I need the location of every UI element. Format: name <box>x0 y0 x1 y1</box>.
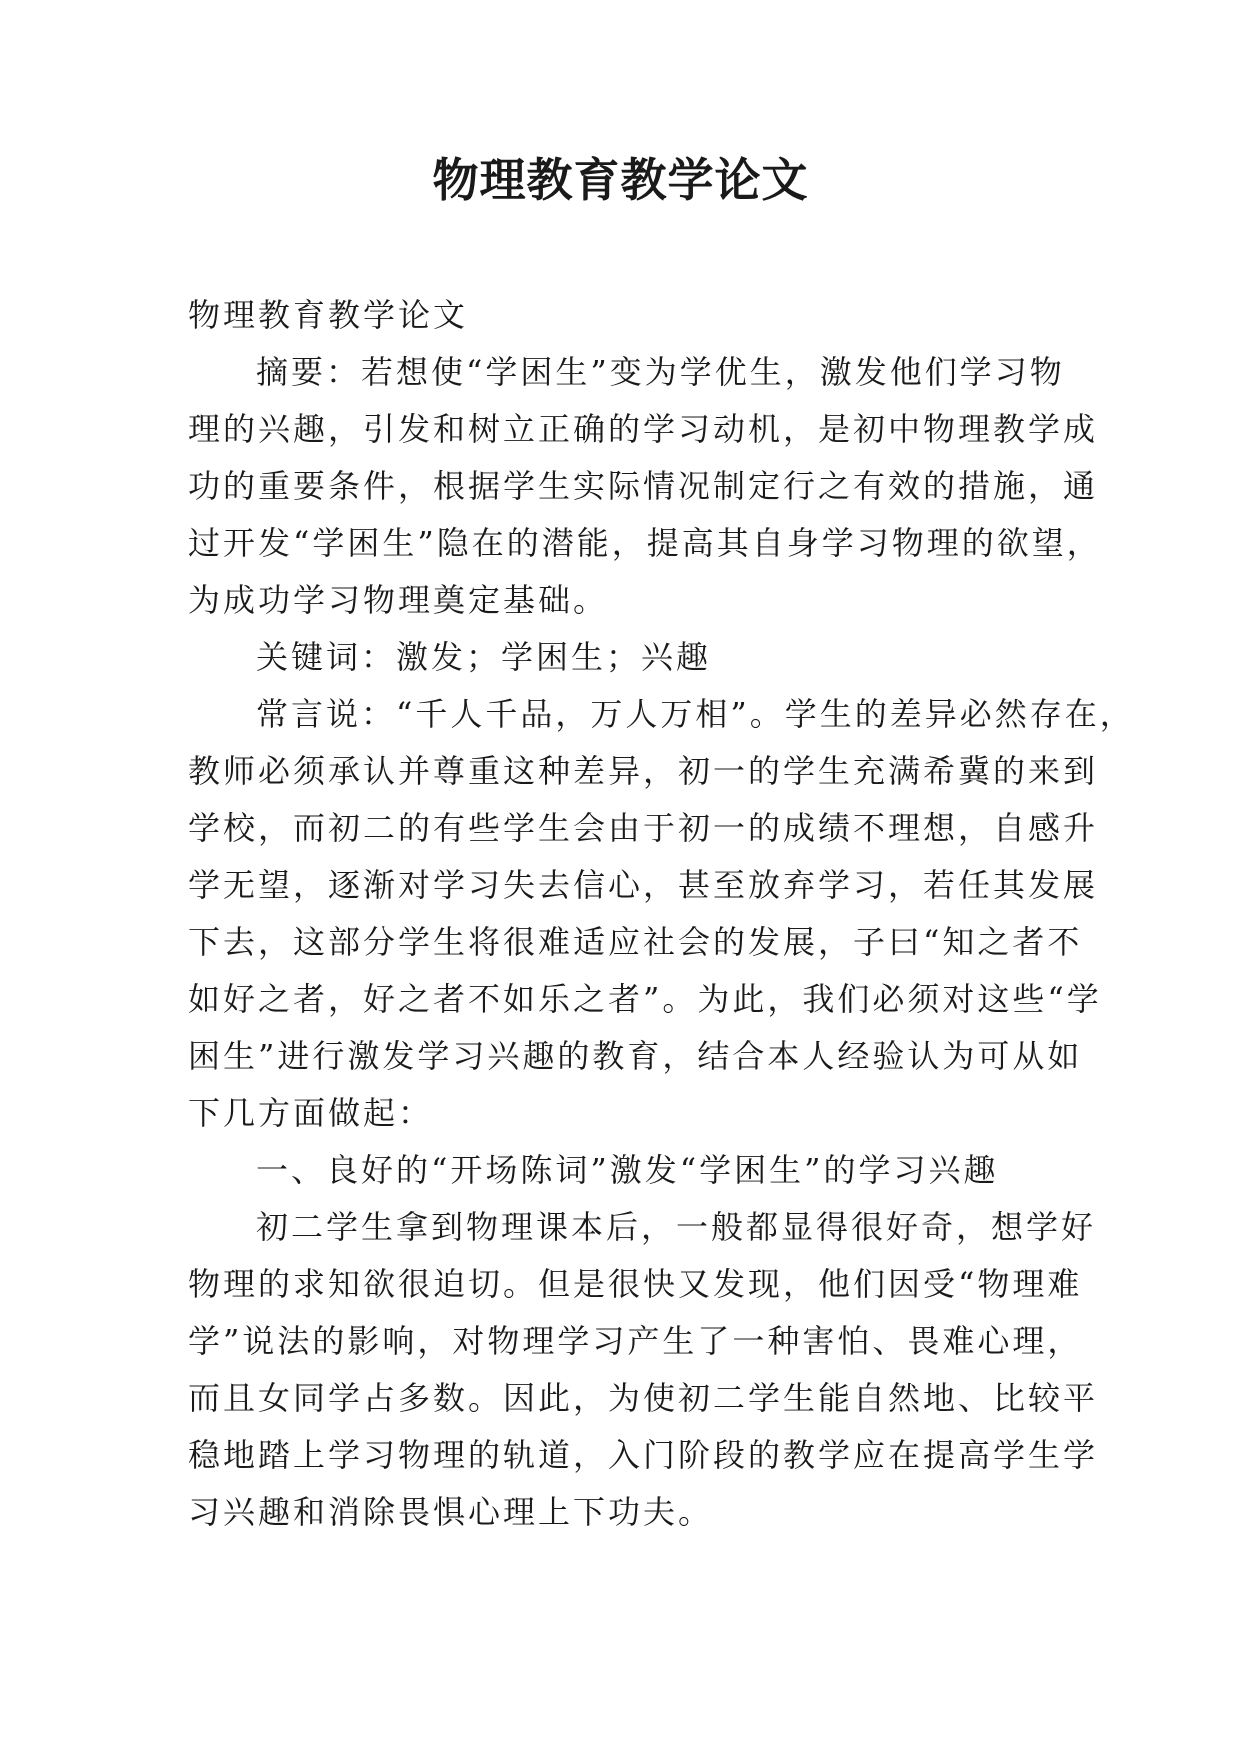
paragraph-line: 如好之者，好之者不如乐之者”。为此，我们必须对这些“学 <box>188 980 1102 1018</box>
paragraph-line: 稳地踏上学习物理的轨道，入门阶段的教学应在提高学生学 <box>188 1436 1099 1474</box>
paragraph-line: 下几方面做起： <box>188 1094 434 1132</box>
paragraph-line: 常言说：“千人千品，万人万相”。学生的差异必然存在， <box>256 695 1135 733</box>
paragraph-line: 过开发“学困生”隐在的潜能，提高其自身学习物理的欲望， <box>188 524 1102 562</box>
intro-paragraph <box>188 686 1135 1142</box>
paragraph-line: 功的重要条件，根据学生实际情况制定行之有效的措施，通 <box>188 467 1099 505</box>
paragraph-line: 教师必须承认并尊重这种差异，初一的学生充满希冀的来到 <box>188 752 1099 790</box>
paragraph-line: 物理的求知欲很迫切。但是很快又发现，他们因受“物理难 <box>188 1265 1083 1303</box>
document-subtitle: 物理教育教学论文 <box>188 296 469 334</box>
paragraph-line: 初二学生拿到物理课本后，一般都显得很好奇，想学好 <box>256 1208 1097 1246</box>
document-body <box>188 287 1135 1541</box>
paragraph-line: 而且女同学占多数。因此，为使初二学生能自然地、比较平 <box>188 1379 1099 1417</box>
paragraph-line: 学”说法的影响，对物理学习产生了一种害怕、畏难心理， <box>188 1322 1083 1360</box>
keywords-line: 关键词：激发；学困生；兴趣 <box>256 638 712 676</box>
paragraph-line: 学无望，逐渐对学习失去信心，甚至放弃学习，若任其发展 <box>188 866 1099 904</box>
paragraph-line: 下去，这部分学生将很难适应社会的发展，子曰“知之者不 <box>188 923 1083 961</box>
paragraph-line: 习兴趣和消除畏惧心理上下功夫。 <box>188 1493 714 1531</box>
section-heading: 一、良好的“开场陈词”激发“学困生”的学习兴趣 <box>256 1151 999 1189</box>
paragraph-line: 困生”进行激发学习兴趣的教育，结合本人经验认为可从如 <box>188 1037 1083 1075</box>
paragraph-line: 学校，而初二的有些学生会由于初一的成绩不理想，自感升 <box>188 809 1099 847</box>
paragraph-line: 摘要：若想使“学困生”变为学优生，激发他们学习物 <box>256 353 1065 391</box>
paragraph-line: 理的兴趣，引发和树立正确的学习动机，是初中物理教学成 <box>188 410 1099 448</box>
section-paragraph <box>188 1199 1099 1541</box>
paragraph-line: 为成功学习物理奠定基础。 <box>188 581 609 619</box>
abstract-paragraph <box>188 344 1102 629</box>
document-title: 物理教育教学论文 <box>432 153 809 207</box>
